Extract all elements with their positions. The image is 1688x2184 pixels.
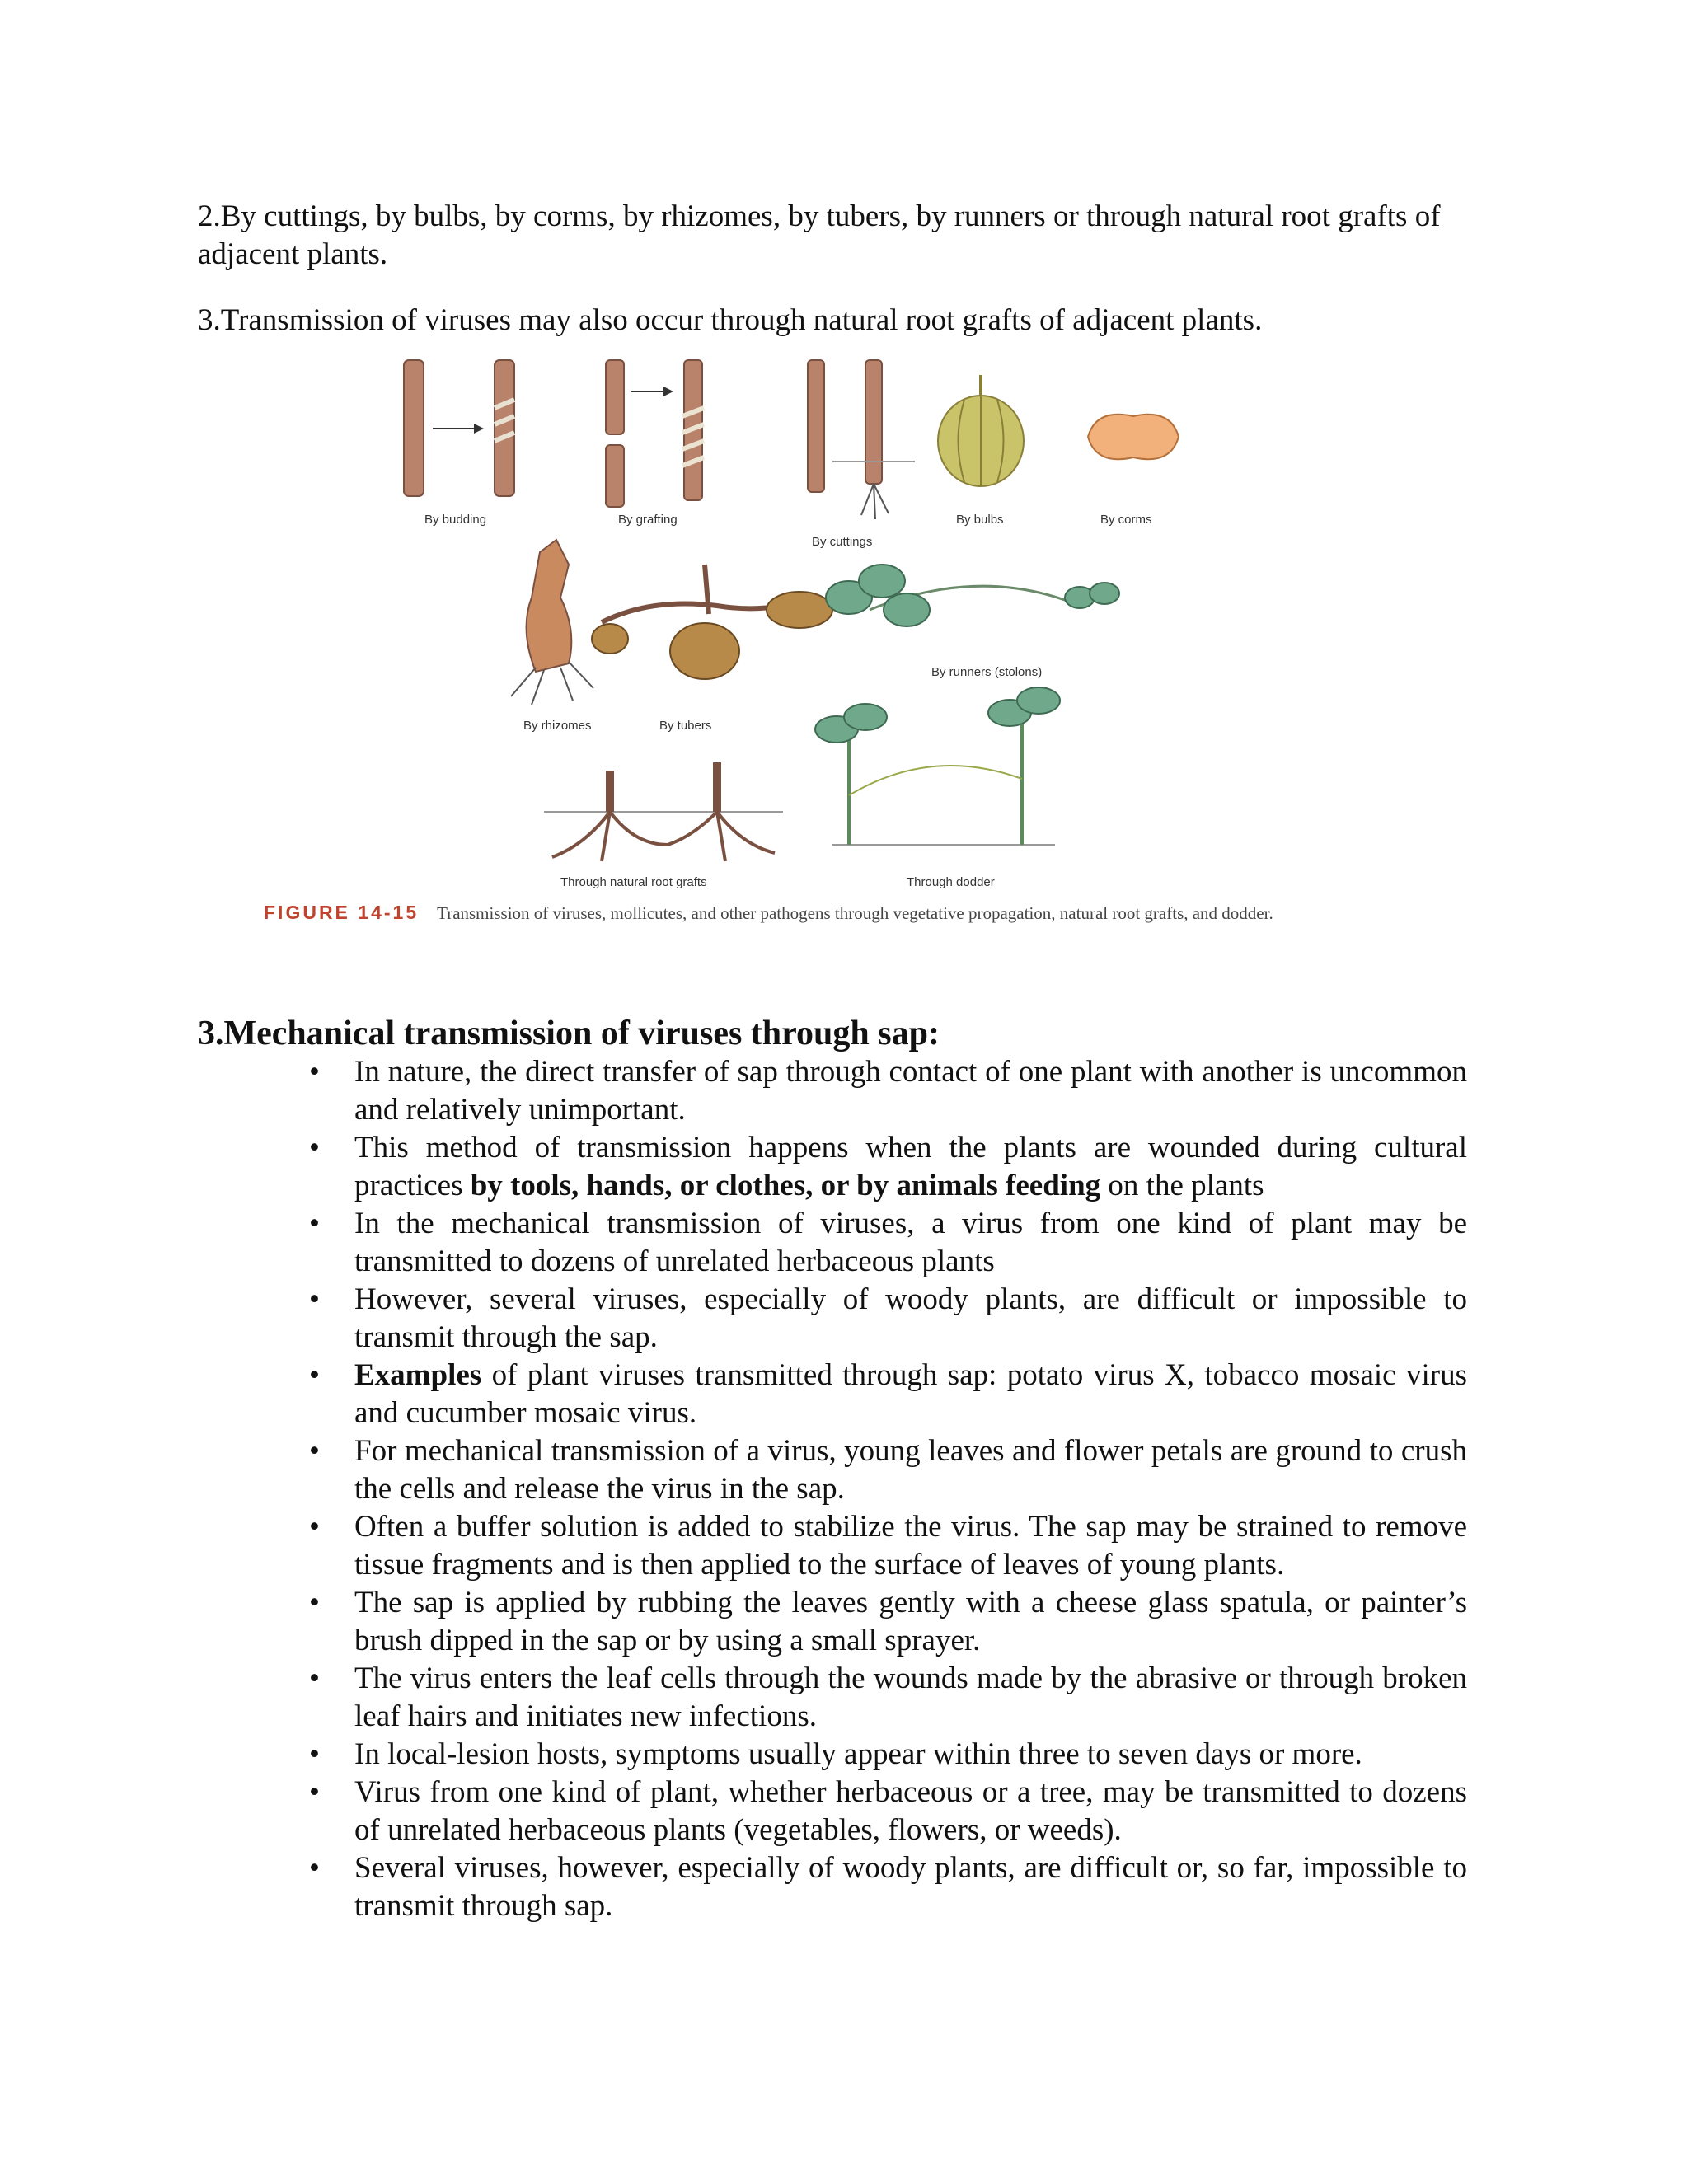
- propagation-figure: [256, 350, 1393, 960]
- label-cuttings: By cuttings: [812, 535, 873, 549]
- label-runners: By runners (stolons): [931, 665, 1043, 679]
- figure-caption: [264, 901, 1401, 925]
- list-item: • However, several viruses, especially of woody plants, are difficult or impossible to transmit through the sap.: [309, 1282, 1467, 1354]
- section-heading: 3.Mechanical transmission of viruses through sap:: [198, 1015, 940, 1052]
- budding-illustration: [404, 360, 514, 496]
- corm-illustration: [1088, 415, 1179, 459]
- runners-illustration: [826, 565, 1119, 626]
- list-item: • The virus enters the leaf cells through the wounds made by the abrasive or through broken leaf hairs and initiates new infections.: [309, 1661, 1467, 1733]
- list-item: • Virus from one kind of plant, whether herbaceous or a tree, may be transmitted to dozens of unrelated herbaceous plants (vegetables, flowers, or weeds).: [309, 1775, 1467, 1847]
- label-budding: By budding: [424, 513, 487, 527]
- bulb-illustration: [938, 375, 1024, 486]
- dodder-illustration: [815, 687, 1060, 845]
- list-item: • In local-lesion hosts, symptoms usually appear within three to seven days or more.: [309, 1737, 1362, 1771]
- label-corms: By corms: [1100, 513, 1152, 527]
- label-bulbs: By bulbs: [956, 513, 1004, 527]
- bullet-list: [198, 1053, 1467, 1925]
- figure-number: FIGURE 14-15: [264, 902, 420, 923]
- paragraph-vegetative-methods: 2.By cuttings, by bulbs, by corms, by rhizomes, by tubers, by runners or through natural root grafts of adjacent plants.: [198, 199, 1441, 271]
- label-rhizomes: By rhizomes: [523, 719, 592, 733]
- label-root-grafts: Through natural root grafts: [560, 875, 707, 889]
- list-item: • The sap is applied by rubbing the leaves gently with a cheese glass spatula, or painter’s brush dipped in the sap or by using a small sprayer.: [309, 1586, 1467, 1657]
- list-item: • In the mechanical transmission of viruses, a virus from one kind of plant may be transmitted to dozens of unrelated herbaceous plants: [309, 1207, 1467, 1278]
- cuttings-illustration: [808, 360, 915, 519]
- label-tubers: By tubers: [659, 719, 712, 733]
- paragraph-root-grafts: 3.Transmission of viruses may also occur through natural root grafts of adjacent plants.: [198, 303, 1263, 337]
- list-item: • In nature, the direct transfer of sap through contact of one plant with another is uncommon and relatively unimportant.: [309, 1055, 1467, 1127]
- label-grafting: By grafting: [618, 513, 678, 527]
- label-dodder: Through dodder: [907, 875, 995, 889]
- list-item: • Several viruses, however, especially of woody plants, are difficult or, so far, impossible to transmit through sap.: [309, 1851, 1467, 1923]
- tuber-illustration: [592, 565, 832, 679]
- rhizome-illustration: [511, 540, 593, 705]
- list-item: • This method of transmission happens when the plants are wounded during cultural practices by tools, hands, or clothes, or by animals feeding on the plants: [309, 1131, 1467, 1202]
- list-item: • Examples of plant viruses transmitted through sap: potato virus X, tobacco mosaic virus and cucumber mosaic virus.: [309, 1358, 1467, 1430]
- root-grafts-illustration: [544, 762, 783, 861]
- list-item: • For mechanical transmission of a virus, young leaves and flower petals are ground to crush the cells and release the virus in the sap.: [309, 1434, 1467, 1506]
- grafting-illustration: [606, 360, 704, 507]
- figure-caption-text: Transmission of viruses, mollicutes, and other pathogens through vegetative propagation, natural root grafts, and dodder.: [437, 903, 1273, 923]
- list-item: • Often a buffer solution is added to stabilize the virus. The sap may be strained to remove tissue fragments and is then applied to the surface of leaves of young plants.: [309, 1510, 1467, 1582]
